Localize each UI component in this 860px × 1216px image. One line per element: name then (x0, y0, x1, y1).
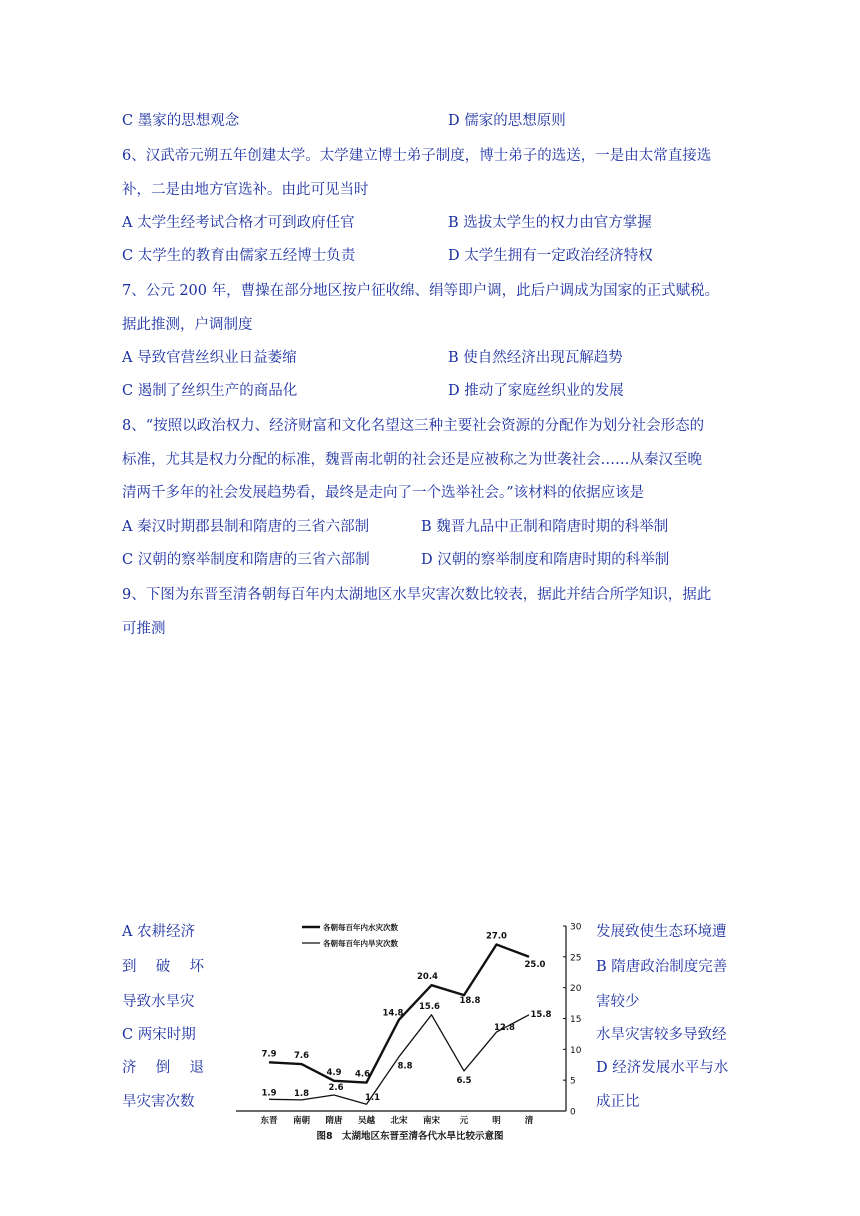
question-6-line2: 补，二是由地方官选补。由此可见当时 (122, 182, 369, 198)
flood-data-label: 4.9 (326, 1067, 342, 1078)
option-b-part2: 害较少 (596, 994, 640, 1010)
drought-data-label: 15.6 (419, 1001, 440, 1012)
option-7d: D 推动了家庭丝织业的发展 (448, 383, 624, 399)
option-8a: A 秦汉时期郡县制和隋唐的三省六部制 (122, 519, 370, 535)
question-9-line1: 9、下图为东晋至清各朝每百年内太湖地区水旱灾害次数比较表，据此并结合所学知识，据此 (122, 587, 712, 603)
y-tick-label: 0 (570, 1107, 576, 1118)
option-a-char: 坏 (189, 959, 204, 975)
flood-data-label: 27.0 (486, 931, 507, 942)
chart-labels (261, 932, 551, 1104)
option-a-part1: A 农耕经济 (122, 924, 196, 940)
drought-data-label: 12.8 (494, 1023, 515, 1034)
flood-data-label: 20.4 (417, 972, 438, 983)
y-tick-label: 5 (570, 1076, 576, 1087)
flood-data-label: 7.6 (293, 1051, 310, 1062)
y-tick-label: 10 (570, 1045, 582, 1056)
x-tick-label: 隋唐 (325, 1116, 343, 1126)
chart-series (269, 945, 529, 1105)
chart-legend (302, 922, 398, 948)
flood-data-label: 14.8 (382, 1008, 404, 1019)
question-8-line2: 标准，尤其是权力分配的标准，魏晋南北朝的社会还是应被称之为世袭社会……从秦汉至晚 (122, 452, 702, 468)
option-c-part2 (122, 1058, 204, 1078)
question-8-line3: 清两千多年的社会发展趋势看，最终是走向了一个选举社会。”该材料的依据应该是 (122, 485, 645, 501)
y-tick-label: 30 (570, 922, 582, 933)
question-6-line1: 6、汉武帝元朔五年创建太学。太学建立博士弟子制度，博士弟子的选送，一是由太常直接选 (122, 148, 712, 164)
drought-data-label: 15.8 (530, 1009, 552, 1020)
question-8-line1: 8、“按照以政治权力、经济财富和文化名望这三种主要社会资源的分配作为划分社会形态的 (122, 418, 705, 434)
option-a-part2 (122, 957, 204, 977)
drought-data-label: 6.5 (456, 1075, 472, 1086)
option-c-part3: 旱灾害次数 (122, 1094, 195, 1110)
option-8c: C 汉朝的察举制度和隋唐的三省六部制 (122, 552, 370, 568)
x-tick-label: 清 (524, 1116, 534, 1126)
option-d-part1: D 经济发展水平与水 (596, 1060, 729, 1076)
question-7-line2: 据此推测，户调制度 (122, 317, 253, 333)
x-tick-label: 南宋 (422, 1116, 441, 1126)
legend-label: 各朝每百年内旱灾次数 (323, 939, 398, 948)
y-tick-label: 20 (570, 984, 582, 995)
option-8b: B 魏晋九品中正制和隋唐时期的科举制 (421, 519, 669, 535)
flood-data-label: 7.9 (261, 1049, 277, 1060)
option-7a: A 导致官营丝织业日益萎缩 (122, 350, 297, 366)
legend-label: 各朝每百年内水灾次数 (323, 923, 398, 932)
option-6b: B 选拔太学生的权力由官方掌握 (448, 215, 652, 231)
drought-data-label: 8.8 (397, 1061, 413, 1072)
x-tick-label: 元 (459, 1116, 469, 1126)
flood-drought-chart (232, 915, 588, 1147)
option-a-part3: 发展致使生态环境遭 (596, 924, 727, 940)
option-c-part4: 水旱灾害较多导致经 (596, 1027, 727, 1043)
y-tick-label: 25 (570, 953, 582, 964)
x-tick-label: 南朝 (292, 1116, 311, 1126)
x-tick-label: 明 (492, 1116, 501, 1126)
question-7-line1: 7、公元 200 年，曹操在部分地区按户征收绵、绢等即户调，此后户调成为国家的正式赋税。 (122, 283, 720, 299)
option-a-char: 到 (122, 959, 137, 975)
option-c-char: 退 (189, 1060, 204, 1076)
option-c-char: 倒 (155, 1060, 171, 1076)
option-5c: C 墨家的思想观念 (122, 113, 240, 129)
option-c-part1: C 两宋时期 (122, 1027, 196, 1043)
flood-data-label: 25.0 (524, 959, 546, 970)
option-7b: B 使自然经济出现瓦解趋势 (448, 350, 623, 366)
x-tick-label: 北宋 (390, 1116, 408, 1126)
drought-data-label: 1.1 (364, 1093, 381, 1104)
chart-axes (236, 923, 582, 1127)
option-a-char: 破 (155, 959, 171, 975)
flood-data-label: 18.8 (459, 996, 481, 1007)
option-b-part1: B 隋唐政治制度完善 (596, 959, 728, 975)
option-8d: D 汉朝的察举制度和隋唐时期的科举制 (421, 552, 670, 568)
drought-data-label: 2.6 (328, 1082, 344, 1093)
x-tick-label: 吴越 (357, 1116, 376, 1126)
y-tick-label: 15 (570, 1015, 582, 1025)
option-c-char: 济 (122, 1060, 137, 1076)
option-c-part0: 导致水旱灾 (122, 994, 195, 1010)
option-6d: D 太学生拥有一定政治经济特权 (448, 248, 653, 264)
option-7c: C 遏制了丝织生产的商品化 (122, 383, 298, 399)
option-6a: A 太学生经考试合格才可到政府任官 (122, 215, 355, 231)
option-6c: C 太学生的教育由儒家五经博士负责 (122, 248, 356, 264)
question-9-line2: 可推测 (122, 621, 166, 637)
flood-data-label: 4.6 (354, 1069, 371, 1080)
drought-data-label: 1.9 (261, 1088, 277, 1099)
option-5d: D 儒家的思想原则 (448, 113, 566, 129)
x-tick-label: 东晋 (260, 1116, 278, 1126)
chart-caption: 图8 太湖地区东晋至清各代水旱比较示意图 (316, 1131, 504, 1142)
drought-data-label: 1.8 (293, 1088, 310, 1099)
option-d-part2: 成正比 (596, 1094, 640, 1110)
